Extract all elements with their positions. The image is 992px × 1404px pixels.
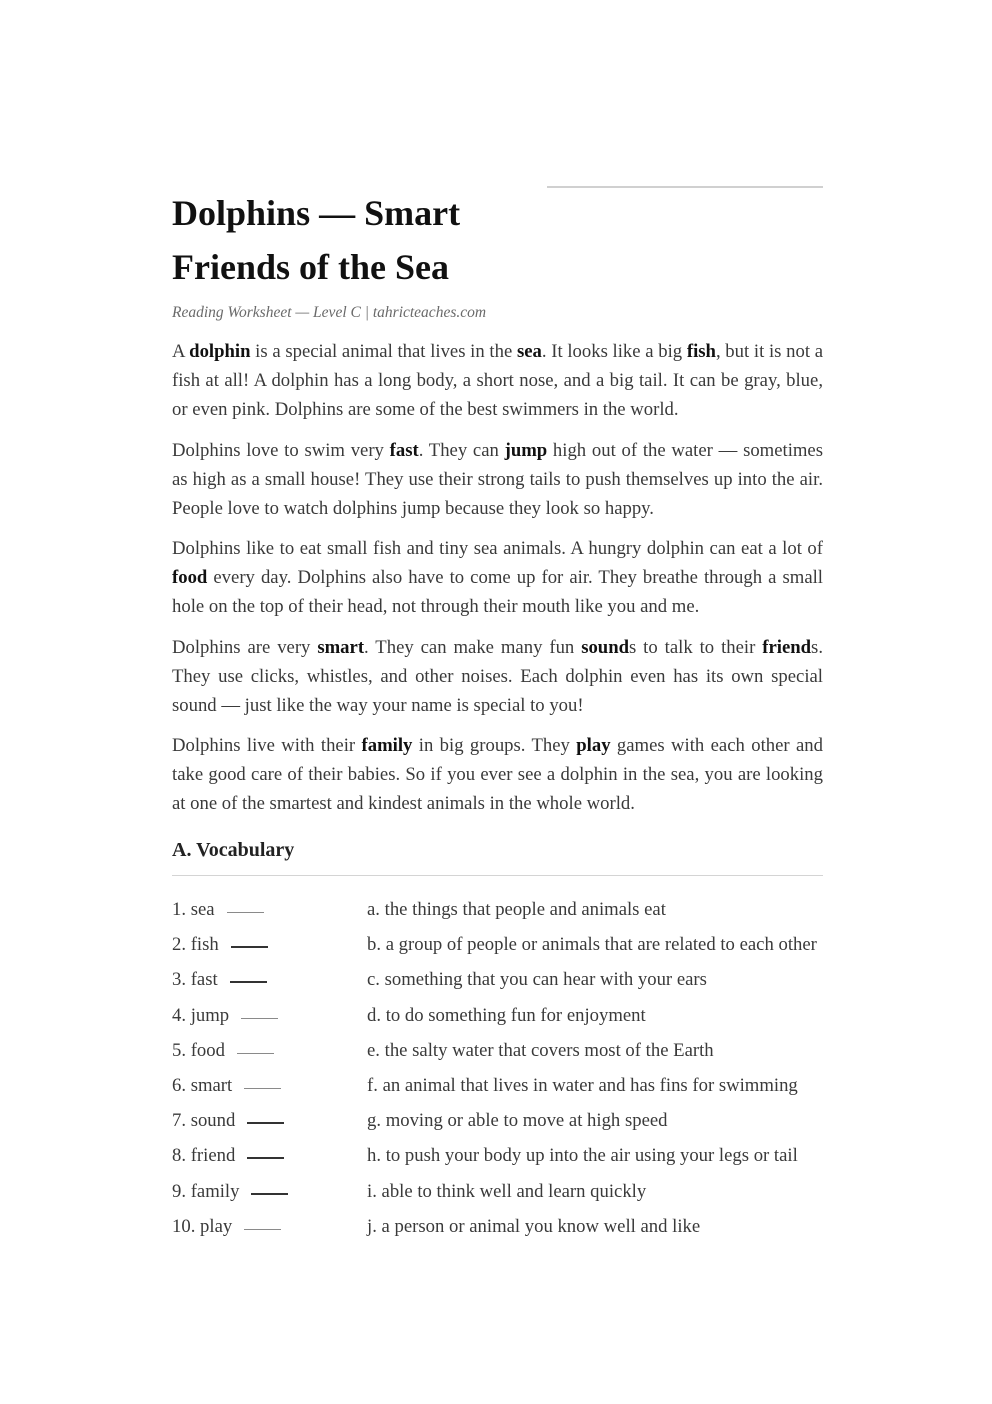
passage-text: in big groups. They xyxy=(412,735,577,756)
passage-paragraph xyxy=(172,731,823,818)
keyword: friend xyxy=(762,636,812,658)
vocabulary-word-cell xyxy=(172,1039,274,1063)
vocabulary-row xyxy=(172,933,823,968)
vocabulary-row xyxy=(172,898,823,933)
answer-blank[interactable] xyxy=(251,1193,288,1195)
answer-blank[interactable] xyxy=(231,946,268,948)
vocabulary-definition: i. able to think well and learn quickly xyxy=(367,1180,647,1202)
vocabulary-definition: b. a group of people or animals that are related to each other xyxy=(367,934,817,956)
answer-blank[interactable] xyxy=(230,981,267,983)
vocabulary-word: 5. food xyxy=(172,1039,225,1061)
page-title xyxy=(172,186,823,294)
passage-text: s to talk to their xyxy=(628,636,763,658)
vocabulary-word-cell xyxy=(172,933,268,957)
keyword: family xyxy=(361,735,413,756)
keyword: sound xyxy=(581,636,629,658)
vocabulary-row xyxy=(172,1004,823,1039)
keyword: play xyxy=(576,735,611,756)
vocabulary-word-cell xyxy=(172,968,267,992)
vocabulary-word-cell xyxy=(172,1109,284,1133)
passage-text: Dolphins live with their xyxy=(172,735,362,756)
answer-blank[interactable] xyxy=(244,1088,281,1089)
answer-blank[interactable] xyxy=(227,912,264,913)
vocabulary-word: 8. friend xyxy=(172,1145,236,1167)
vocabulary-word: 10. play xyxy=(172,1215,233,1237)
worksheet-subtitle: Reading Worksheet — Level C | tahricteaches.com xyxy=(172,304,487,321)
passage-text: is a special animal that lives in the xyxy=(250,341,517,362)
vocabulary-word-cell xyxy=(172,1004,278,1028)
passage-text: high out of the water — sometimes as high as a small house! They use their strong tails to push themselves up into the air. People love to watch dolphins jump because they look so happy. xyxy=(172,439,823,519)
answer-blank[interactable] xyxy=(244,1229,281,1230)
passage-text: Dolphins are very xyxy=(172,636,318,658)
vocabulary-row xyxy=(172,1109,823,1144)
worksheet xyxy=(172,186,823,1250)
passage-paragraph xyxy=(172,633,823,720)
passage-text: , but it is not a fish at all! A dolphin has a long body, a short nose, and a big tail. It can be gray, blue, or even pink. Dolphins are some of the best swimmers in the world. xyxy=(172,341,824,420)
vocabulary-row xyxy=(172,1180,823,1215)
vocabulary-definition: a. the things that people and animals eat xyxy=(367,899,666,920)
vocabulary-word: 9. family xyxy=(172,1180,240,1202)
keyword: fast xyxy=(389,439,419,461)
vocabulary-word-cell xyxy=(172,1180,288,1204)
vocabulary-heading: A. Vocabulary xyxy=(172,839,295,861)
passage-text: . They can xyxy=(418,439,505,461)
passage-text: games with each other and take good care of their babies. So if you ever see a dolphin in the sea, you are looking at one of the smartest and kindest animals in the whole world. xyxy=(172,735,823,814)
vocabulary-row xyxy=(172,1215,823,1250)
vocabulary-word: 2. fish xyxy=(172,934,219,956)
keyword: food xyxy=(172,567,208,588)
passage-text: s. They use clicks, whistles, and other noises. Each dolphin even has its own special sound — just like the way your name is special to you! xyxy=(172,636,823,716)
vocabulary-definition: h. to push your body up into the air using your legs or tail xyxy=(367,1145,798,1167)
keyword: dolphin xyxy=(189,341,251,362)
vocabulary-word-cell xyxy=(172,898,264,922)
vocabulary-row xyxy=(172,1144,823,1179)
passage-text: Dolphins like to eat small fish and tiny sea animals. A hungry dolphin can eat a lot of xyxy=(172,538,823,559)
keyword: smart xyxy=(317,636,365,658)
passage-paragraph xyxy=(172,337,823,424)
vocabulary-row xyxy=(172,968,823,1003)
title-line-1: Dolphins — Smart xyxy=(172,193,461,233)
keyword: sea xyxy=(516,341,542,362)
reading-passage xyxy=(172,337,823,818)
vocabulary-word: 3. fast xyxy=(172,969,218,991)
vocabulary-definition: g. moving or able to move at high speed xyxy=(367,1110,668,1132)
answer-blank[interactable] xyxy=(237,1053,274,1054)
vocabulary-divider xyxy=(172,875,823,876)
vocabulary-definition: d. to do something fun for enjoyment xyxy=(367,1004,646,1026)
vocabulary-word-cell xyxy=(172,1074,281,1098)
vocabulary-word: 4. jump xyxy=(172,1004,230,1026)
vocabulary-definition: f. an animal that lives in water and has fins for swimming xyxy=(367,1074,798,1096)
passage-text: . They can make many fun xyxy=(364,636,582,658)
passage-text: Dolphins love to swim very xyxy=(172,439,390,461)
vocabulary-word: 6. smart xyxy=(172,1074,233,1096)
answer-blank[interactable] xyxy=(247,1122,284,1124)
vocabulary-row xyxy=(172,1074,823,1109)
vocabulary-word: 1. sea xyxy=(172,899,215,920)
vocabulary-definition: c. something that you can hear with your ears xyxy=(367,969,707,991)
vocabulary-word-cell xyxy=(172,1144,284,1168)
passage-text: . It looks like a big xyxy=(541,341,687,362)
passage-paragraph xyxy=(172,436,823,523)
passage-text: every day. Dolphins also have to come up for air. They breathe through a small hole on the top of their head, not through their mouth like you and me. xyxy=(172,567,823,617)
keyword: jump xyxy=(504,439,548,461)
passage-text: A xyxy=(172,341,190,362)
vocabulary-word: 7. sound xyxy=(172,1110,236,1132)
vocabulary-matching-list xyxy=(172,898,823,1250)
vocabulary-row xyxy=(172,1039,823,1074)
passage-paragraph xyxy=(172,534,823,621)
vocabulary-definition: j. a person or animal you know well and like xyxy=(367,1215,701,1237)
answer-blank[interactable] xyxy=(247,1157,284,1159)
answer-blank[interactable] xyxy=(241,1018,278,1019)
vocabulary-word-cell xyxy=(172,1215,281,1239)
keyword: fish xyxy=(686,341,716,362)
title-line-2: Friends of the Sea xyxy=(172,247,449,287)
vocabulary-definition: e. the salty water that covers most of the Earth xyxy=(367,1039,714,1061)
